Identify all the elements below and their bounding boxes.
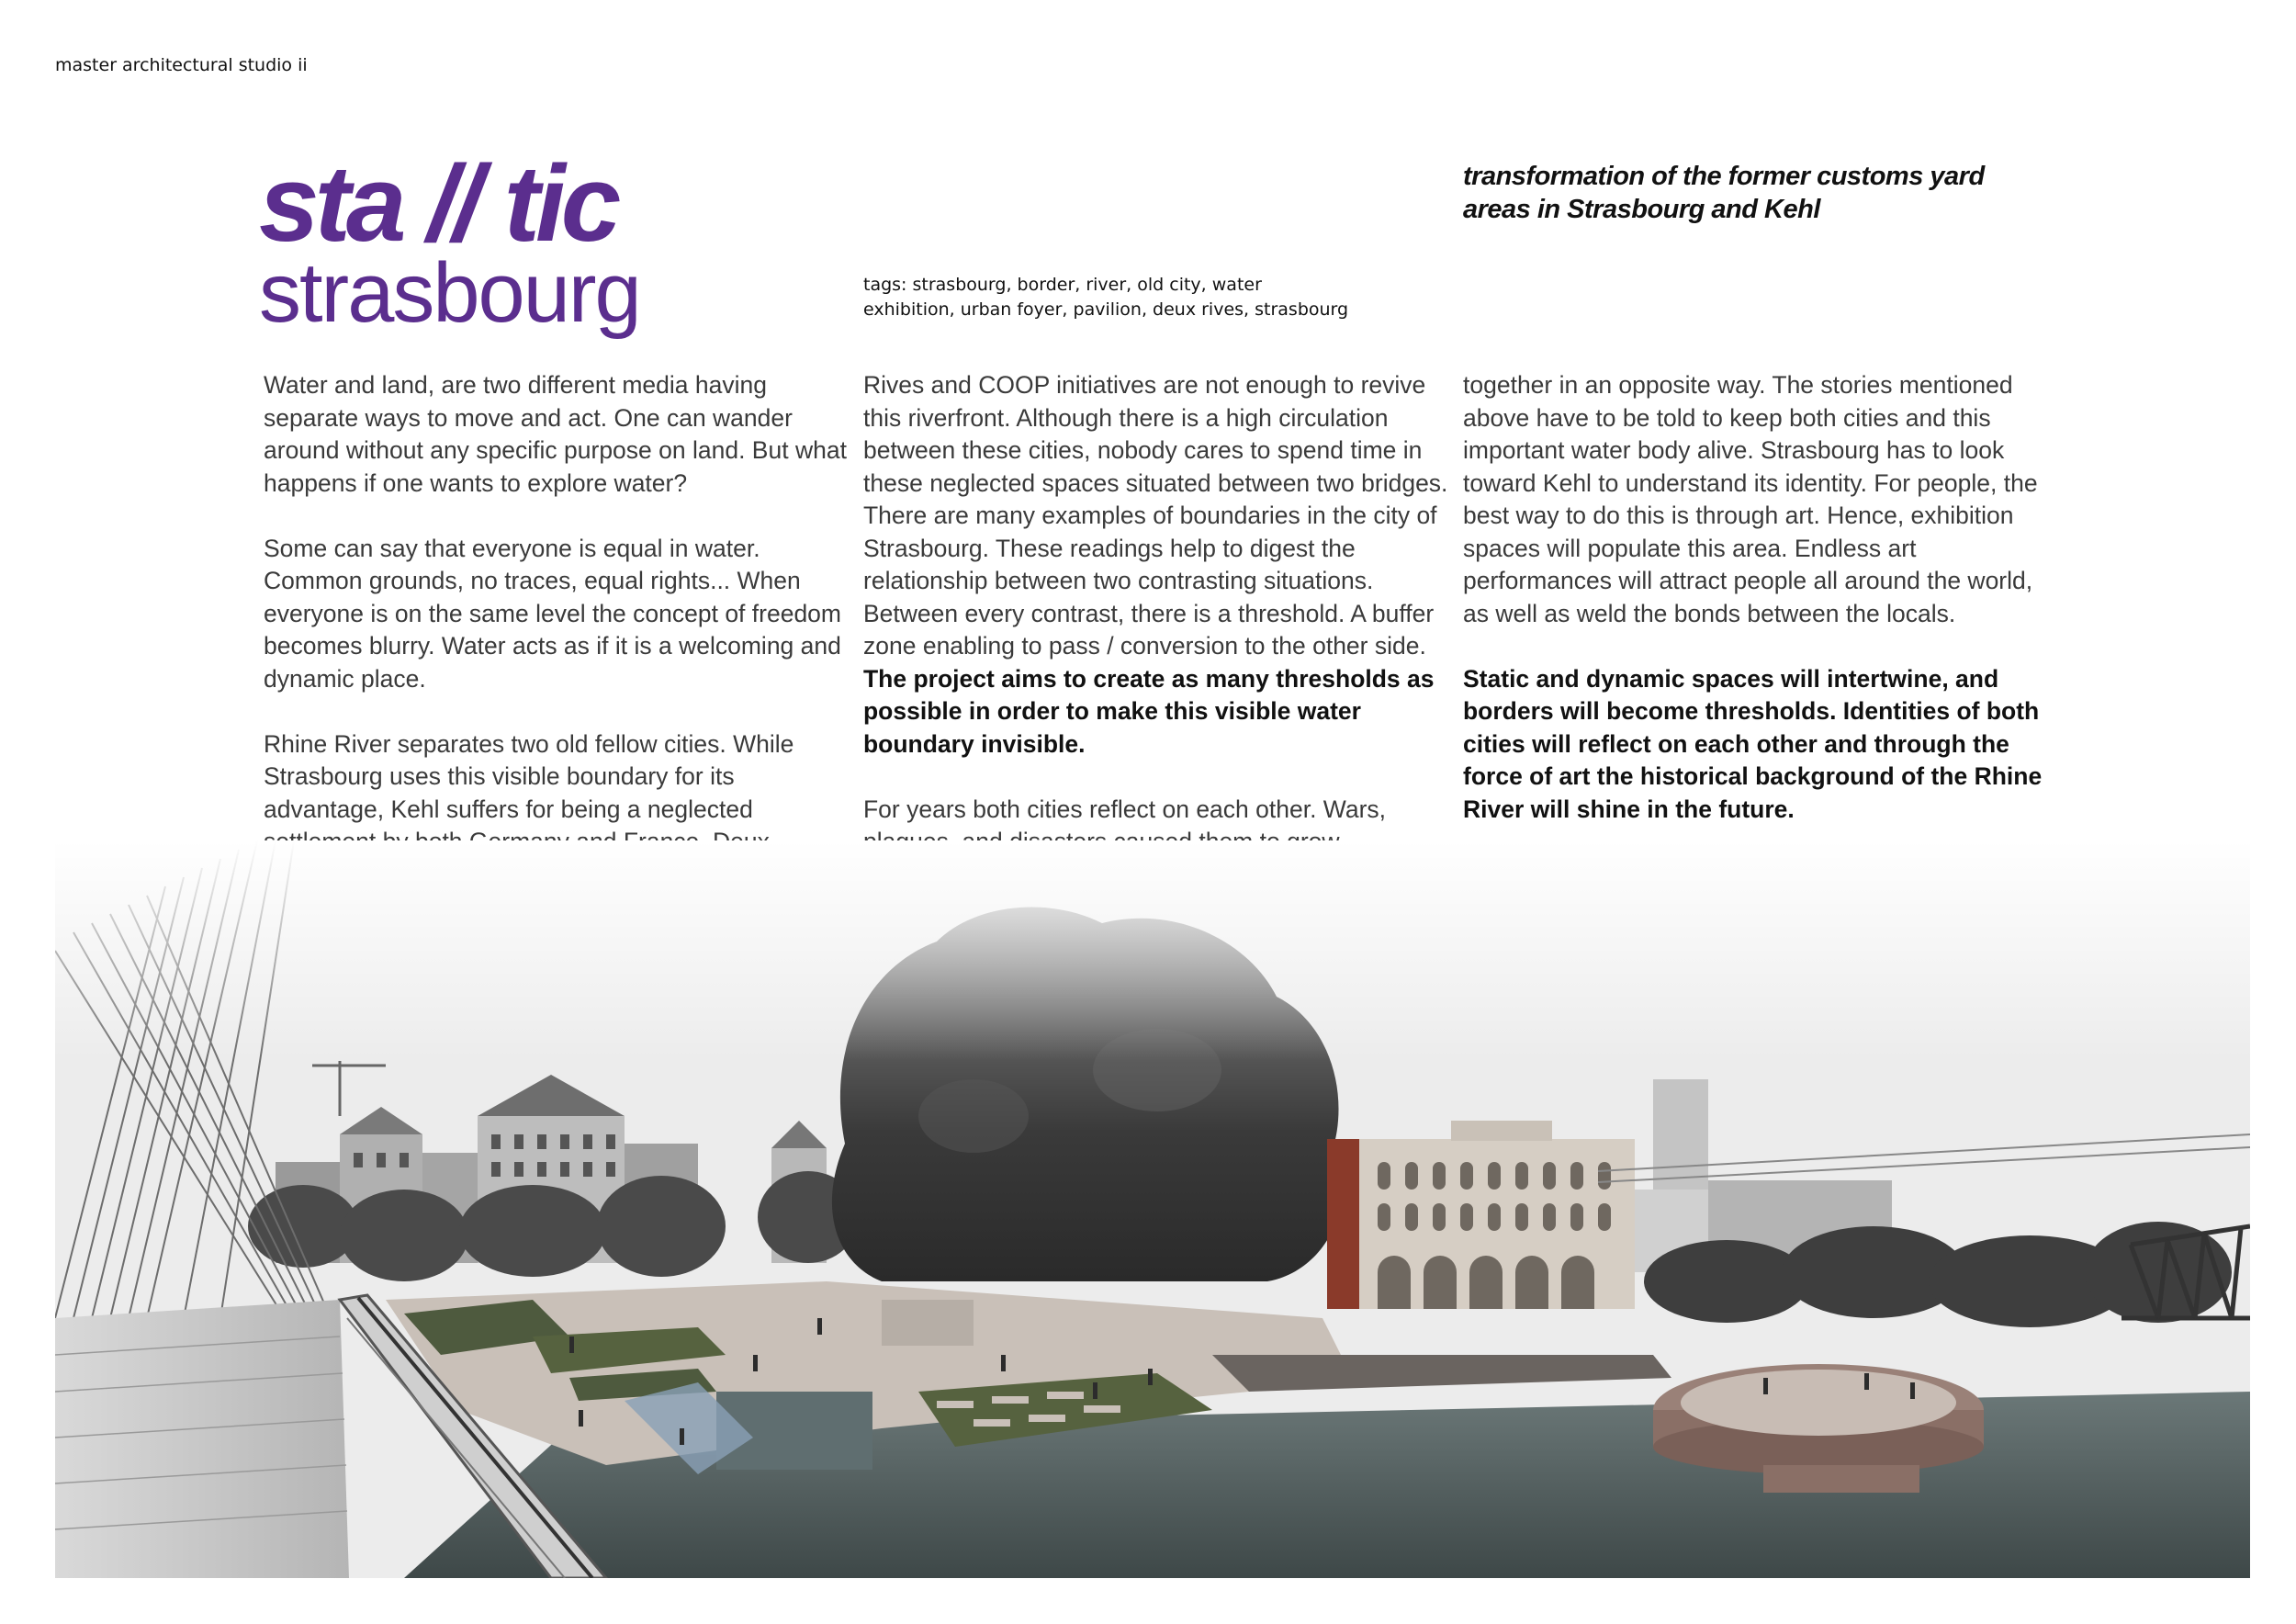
sky-fade <box>55 840 2250 1061</box>
subtitle-line-2: areas in Strasbourg and Kehl <box>1463 195 1820 224</box>
text-column-3 <box>1463 369 2051 826</box>
subtitle-line-1: transformation of the former customs yard <box>1463 162 1985 191</box>
text-column-1 <box>264 369 851 859</box>
text-column-2 <box>863 369 1451 859</box>
tags <box>863 273 1348 322</box>
paragraph: Water and land, are two different media having separate ways to move and act. One can wander around without any specific purpose on land. But what happens if one wants to explore water? <box>264 371 847 497</box>
project-aim-statement: The project aims to create as many thresholds as possible in order to make this visible water boundary invisible. <box>863 664 1435 758</box>
exhibition-building <box>1327 1121 1635 1309</box>
project-subtitle <box>1463 160 1985 226</box>
studio-label: master architectural studio ii <box>55 55 308 75</box>
tags-line-2: exhibition, urban foyer, pavilion, deux rives, strasbourg <box>863 299 1349 320</box>
paragraph: together in an opposite way. The stories mentioned above have to be told to keep both cities and this important water body alive. Strasbourg has to look toward Kehl to understand its identity. For people, the best way to do this is through art. Hence, exhibition spaces will populate this area. Endless art performances will attract people all around the world, as well as weld the bonds between the locals. <box>1463 371 2038 627</box>
paragraph: Some can say that everyone is equal in water. Common grounds, no traces, equal rights... When everyone is on the same level the concept of freedom becomes blurry. Water acts as if it is a welcoming and dynamic place. <box>264 534 841 693</box>
paragraph: For years both cities reflect on each other. Wars, <box>863 795 1387 823</box>
title-block <box>259 143 640 340</box>
closing-statement: Static and dynamic spaces will intertwine, and borders will become thresholds. Identities of both cities will reflect on each other and through the force of art the historical background of the Rhine River will shine in the future. <box>1463 664 2043 823</box>
project-location: strasbourg <box>259 246 640 340</box>
paragraph: Rhine River separates two old fellow cities. While Strasbourg uses this visible boundary for its advantage, Kehl suffers for being a neglected <box>264 729 794 823</box>
riverfront-render-svg <box>55 840 2250 1578</box>
riverfront-render-icon <box>55 840 2250 1578</box>
tags-line-1: tags: strasbourg, border, river, old city, water <box>863 275 1262 295</box>
project-title: sta // tic <box>259 143 617 265</box>
paragraph: Rives and COOP initiatives are not enough to revive this riverfront. Although there is a high circulation between these cities, nobody cares to spend time in these neglected spaces situated between two bridges. There are many examples of boundaries in the city of Strasbourg. These readings help to digest the relationship between two contrasting situations. Between every contrast, there is a threshold. A buffer zone enabling to pass / conversion to the other side. <box>863 371 1448 660</box>
